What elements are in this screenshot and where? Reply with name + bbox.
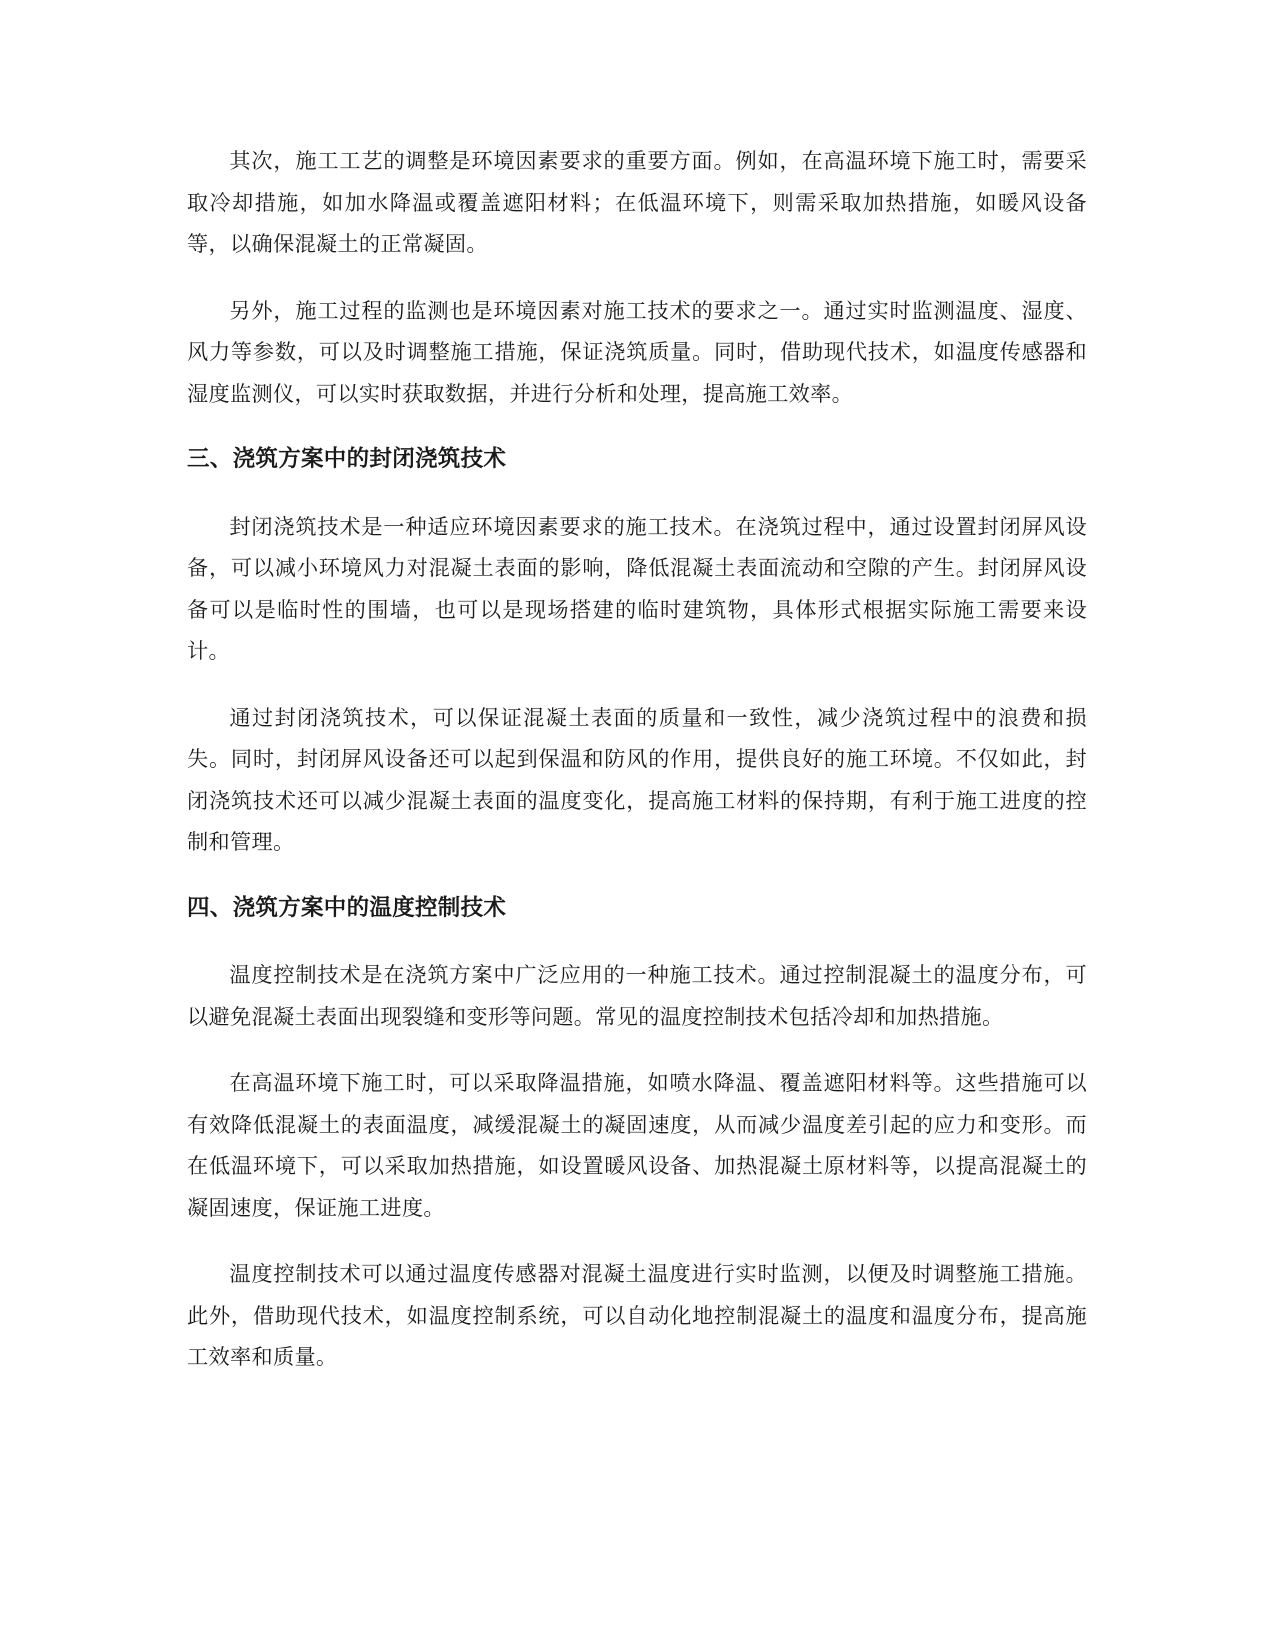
paragraph-construction-monitoring: 另外，施工过程的监测也是环境因素对施工技术的要求之一。通过实时监测温度、湿度、风力等参数，可以及时调整施工措施，保证浇筑质量。同时，借助现代技术，如温度传感器和湿度监测仪，可以实时获取数据，并进行分析和处理，提高施工效率。 — [187, 297, 1087, 406]
paragraph-enclosed-pouring-benefits: 通过封闭浇筑技术，可以保证混凝土表面的质量和一致性，减少浇筑过程中的浪费和损失。同时，封闭屏风设备还可以起到保温和防风的作用，提供良好的施工环境。不仅如此，封闭浇筑技术还可以减少混凝土表面的温度变化，提高施工材料的保持期，有利于施工进度的控制和管理。 — [187, 704, 1087, 854]
section-heading-temperature-control: 四、浇筑方案中的温度控制技术 — [187, 894, 507, 921]
paragraph-temperature-monitoring: 温度控制技术可以通过温度传感器对混凝土温度进行实时监测，以便及时调整施工措施。此外，借助现代技术，如温度控制系统，可以自动化地控制混凝土的温度和温度分布，提高施工效率和质量。 — [187, 1261, 1087, 1369]
paragraph-temperature-measures: 在高温环境下施工时，可以采取降温措施，如喷水降温、覆盖遮阳材料等。这些措施可以有效降低混凝土的表面温度，减缓混凝土的凝固速度，从而减少温度差引起的应力和变形。而在低温环境下，可以采取加热措施，如设置暖风设备、加热混凝土原材料等，以提高混凝土的凝固速度，保证施工进度。 — [187, 1070, 1087, 1220]
paragraph-enclosed-pouring-intro: 封闭浇筑技术是一种适应环境因素要求的施工技术。在浇筑过程中，通过设置封闭屏风设备，可以减小环境风力对混凝土表面的影响，降低混凝土表面流动和空隙的产生。封闭屏风设备可以是临时性的围墙，也可以是现场搭建的临时建筑物，具体形式根据实际施工需要来设计。 — [187, 513, 1087, 663]
section-heading-enclosed-pouring: 三、浇筑方案中的封闭浇筑技术 — [187, 446, 507, 472]
document-page — [187, 140, 1087, 1403]
paragraph-temperature-control-intro: 温度控制技术是在浇筑方案中广泛应用的一种施工技术。通过控制混凝土的温度分布，可以避免混凝土表面出现裂缝和变形等问题。常见的温度控制技术包括冷却和加热措施。 — [187, 962, 1087, 1029]
paragraph-construction-process-adjustment: 其次，施工工艺的调整是环境因素要求的重要方面。例如，在高温环境下施工时，需要采取冷却措施，如加水降温或覆盖遮阳材料；在低温环境下，则需采取加热措施，如暖风设备等，以确保混凝土的正常凝固。 — [187, 148, 1087, 256]
